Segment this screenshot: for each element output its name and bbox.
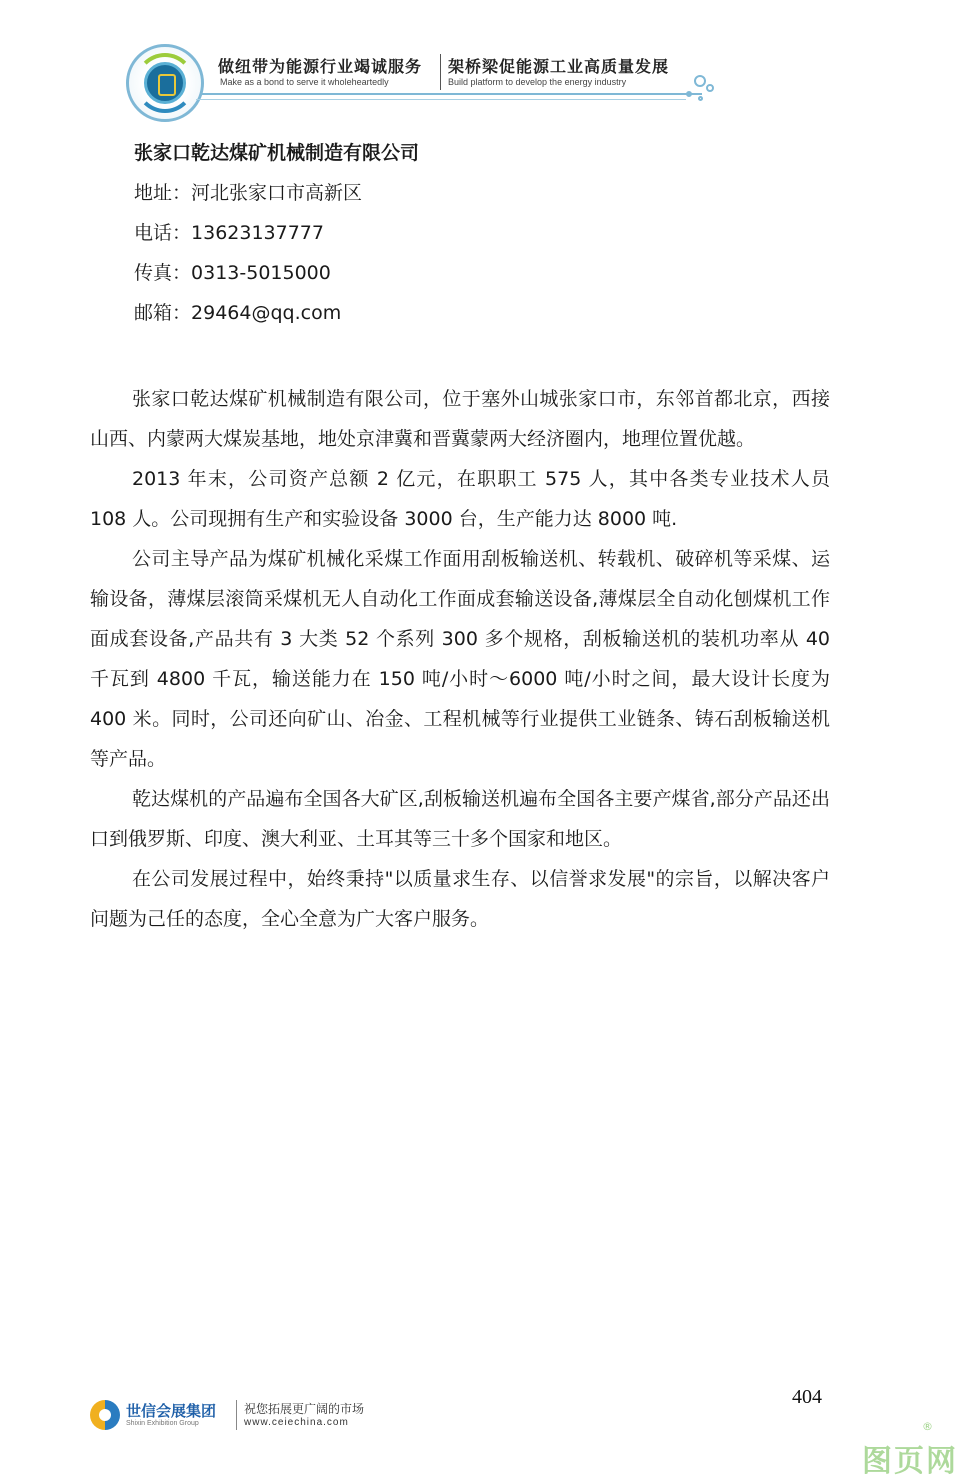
body-paragraph: 公司主导产品为煤矿机械化采煤工作面用刮板输送机、转载机、破碎机等采煤、运输设备，薄煤层滚筒采煤机无人自动化工作面成套输送设备,薄煤层全自动化刨煤机工作面成套设备,产品共有 3 大类 52 个系列 300 多个规格，刮板输送机的装机功率从 40 千瓦到 4800 千瓦，输送能力在 150 吨/小时～6000 吨/小时之间，最大设计长度为 400 米。同时，公司还向矿山、冶金、工程机械等行业提供工业链条、铸石刮板输送机等产品。: [90, 548, 830, 770]
header-dot-decoration: [698, 96, 703, 101]
header-slogan-en-right: Build platform to develop the energy industry: [448, 77, 627, 87]
body-paragraph: 2013 年末，公司资产总额 2 亿元，在职职工 575 人，其中各类专业技术人员 108 人。公司现拥有生产和实验设备 3000 台，生产能力达 8000 吨.: [90, 468, 830, 530]
body-paragraph: 张家口乾达煤矿机械制造有限公司，位于塞外山城张家口市，东邻首都北京，西接山西、内蒙两大煤炭基地，地处京津冀和晋冀蒙两大经济圈内，地理位置优越。: [90, 388, 830, 450]
footer-brand-name-en: Shixin Exhibition Group: [126, 1420, 199, 1427]
page-footer: [90, 1396, 400, 1436]
header-dot-decoration: [694, 75, 706, 87]
watermark-registered-mark: ®: [922, 1420, 933, 1433]
header-slogan-divider: [440, 54, 441, 90]
shixin-logo-icon: [90, 1400, 120, 1430]
body-paragraph: 在公司发展过程中，始终秉持"以质量求生存、以信誉求发展"的宗旨，以解决客户问题为己任的态度，全心全意为广大客户服务。: [90, 868, 830, 930]
email-line: [134, 299, 419, 339]
footer-motto: 祝您拓展更广阔的市场: [244, 1402, 365, 1416]
fax-label: 传真：: [134, 262, 192, 284]
address-value: 河北张家口市高新区: [191, 182, 363, 204]
header-slogan-cn-left: 做纽带为能源行业竭诚服务: [218, 57, 423, 76]
page-header: [126, 44, 726, 124]
footer-url: www.ceiechina.com: [244, 1417, 349, 1428]
phone-line: [134, 219, 419, 259]
header-dot-decoration: [706, 84, 714, 92]
header-slogan-cn-right: 架桥梁促能源工业高质量发展: [448, 57, 670, 76]
logo-emblem: [144, 62, 186, 104]
address-label: 地址：: [134, 182, 192, 204]
header-rule: [202, 93, 702, 95]
footer-divider: [236, 1400, 237, 1430]
header-slogan-en-left: Make as a bond to serve it wholeheartedly: [220, 77, 389, 87]
footer-brand-name: 世信会展集团: [126, 1402, 217, 1420]
fax-value: 0313-5015000: [191, 262, 331, 284]
page-number: 404: [792, 1386, 822, 1408]
watermark: 图页网: [862, 1444, 958, 1479]
phone-label: 电话：: [134, 222, 192, 244]
fax-line: [134, 259, 419, 299]
header-rule-thin: [196, 99, 686, 100]
header-dot-decoration: [686, 91, 692, 97]
email-label: 邮箱：: [134, 302, 192, 324]
address-line: [134, 179, 419, 219]
company-name: 张家口乾达煤矿机械制造有限公司: [134, 142, 420, 164]
company-description: [90, 379, 830, 939]
body-paragraph: 乾达煤机的产品遍布全国各大矿区,刮板输送机遍布全国各主要产煤省,部分产品还出口到俄罗斯、印度、澳大利亚、土耳其等三十多个国家和地区。: [90, 788, 830, 850]
email-value: 29464@qq.com: [191, 302, 342, 324]
company-contact-block: [134, 139, 419, 339]
phone-value: 13623137777: [191, 222, 324, 244]
energy-association-logo-icon: [126, 44, 204, 122]
